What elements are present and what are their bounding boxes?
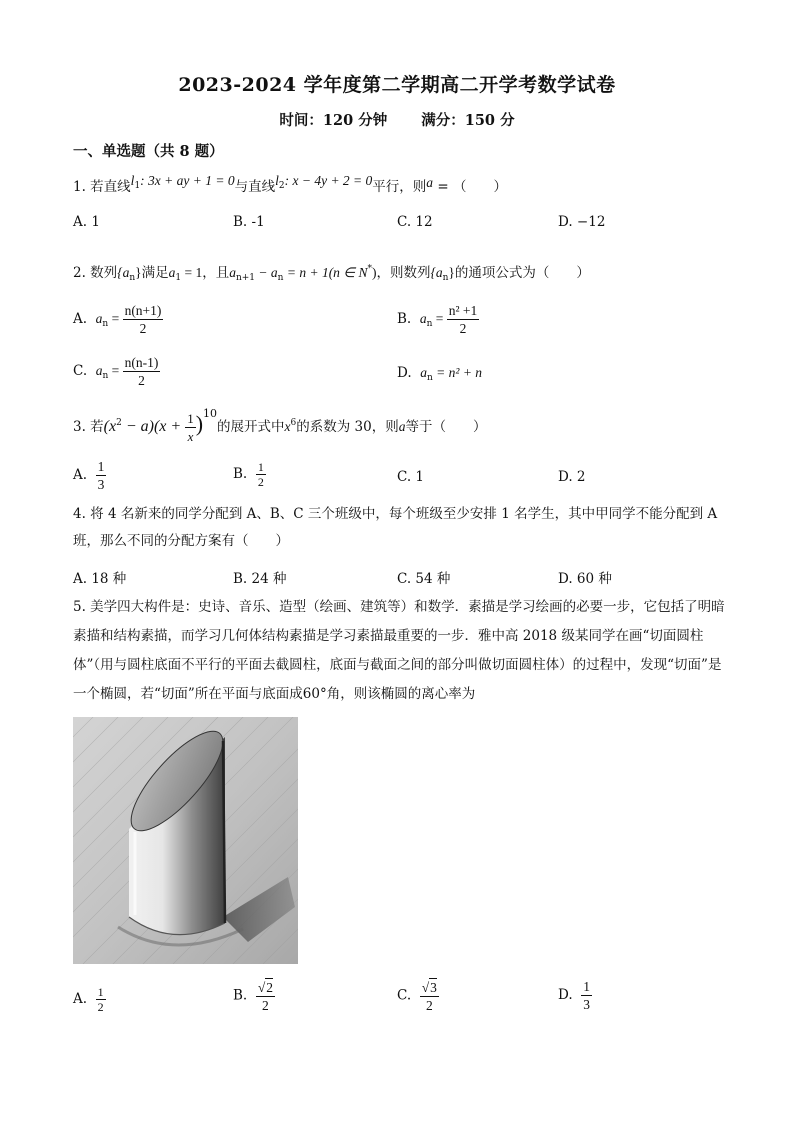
question-5: 5. 美学四大构件是：史诗、音乐、造型（绘画、建筑等）和数学．素描是学习绘画的必要一步，它包括了明暗素描和结构素描，而学习几何体结构素描是学习素描最重要的一步．雅中高 2018 级某同学在画“切面圆柱体”（用与圆柱底面不平行的平面去截圆柱，底面与截面之间的部分叫做切面圆柱体）的过程中，发现“切面”是一个椭圆，若“切面”所在平面与底面成60°角，则该椭圆的离心率为 xyxy=(73,599,725,702)
question-1: 1. 若直线$l_1$: 3x + ay + 1 = 0与直线$l_2$: x − 4y + 2 = 0平行，则a = （ ） xyxy=(73,173,507,195)
q5-option-d: D. $\frac{1}{3}$ xyxy=(558,979,590,1012)
time-limit: 时间：120 分钟 xyxy=(279,112,388,129)
full-score: 满分：150 分 xyxy=(421,112,515,129)
q2-option-b: B. $a_n$ = $\frac{\text{n² +1}}{2}$ xyxy=(397,303,478,336)
q3-option-b: B. $\frac{1}{2}$ xyxy=(233,460,264,489)
q2-option-d: D. $a_n = n^2 + n$ xyxy=(397,365,483,383)
question-4: 4. 将 4 名新来的同学分配到 A、B、C 三个班级中，每个班级至少安排 1 名学生，其中甲同学不能分配到 A 班，那么不同的分配方案有（ ） xyxy=(73,506,718,549)
q1-option-a: A. 1 xyxy=(73,214,100,230)
cut-cylinder-sketch xyxy=(73,717,298,964)
q3-option-d: D. 2 xyxy=(558,469,586,485)
question-3: 3. 若$(x^2 - a)(x$ + $\frac{1}{x}$ )$^{10}$的展开式中$x^6$的系数为 30，则a等于（ ） xyxy=(73,407,487,444)
q4-option-c: C. 54 种 xyxy=(397,571,451,587)
q2-option-c: C. $a_n$ = $\frac{n(n-1)}{2}$ xyxy=(73,355,159,388)
q2-option-a: A. $a_n$ = $\frac{n(n+1)}{2}$ xyxy=(73,303,162,336)
q4-option-b: B. 24 种 xyxy=(233,571,287,587)
q3-option-a: A. $\frac{1}{3}$ xyxy=(73,459,105,492)
q1-option-d: D. −12 xyxy=(558,214,606,230)
q1-option-b: B. -1 xyxy=(233,214,265,230)
exam-title: 2023-2024 学年度第二学期高二开学考数学试卷 xyxy=(178,74,616,96)
q5-option-a: A. $\frac{1}{2}$ xyxy=(73,985,104,1014)
q5-option-c: C. $\frac{√3}{2}$ xyxy=(397,980,437,1013)
q4-option-a: A. 18 种 xyxy=(73,571,127,587)
q5-option-b: B. $\frac{√2}{2}$ xyxy=(233,980,273,1013)
q4-option-d: D. 60 种 xyxy=(558,571,612,587)
exam-subtitle xyxy=(0,109,794,130)
question-2: 2. 数列$\{a_n\}$满足$a_1 = 1$，且$a_{n+1} - a_n = n + 1(n$ ∈ N*)，则数列$\{a_n\}$的通项公式为（ ） xyxy=(73,264,590,283)
q1-option-c: C. 12 xyxy=(397,214,433,230)
section-heading: 一、单选题（共 8 题） xyxy=(73,143,224,160)
q3-option-c: C. 1 xyxy=(397,469,425,485)
